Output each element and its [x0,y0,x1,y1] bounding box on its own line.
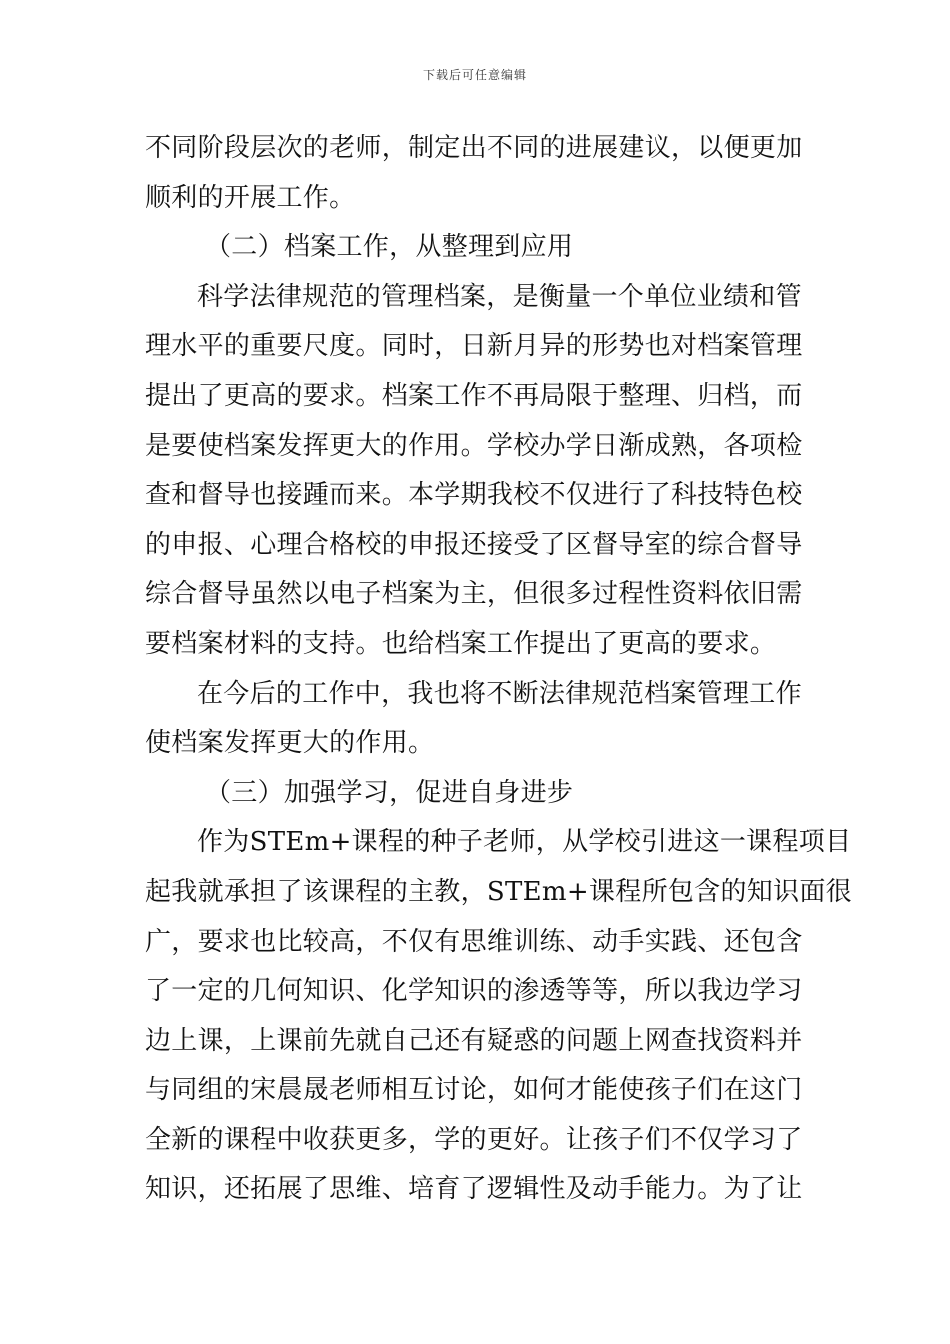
text-line: 不同阶段层次的老师，制定出不同的进展建议，以便更加 [145,133,803,163]
text-line: 起我就承担了该课程的主教，STEm+课程所包含的知识面很 [145,876,852,907]
text-line: 使档案发挥更大的作用。 [145,728,435,759]
text-line: 查和督导也接踵而来。本学期我校不仅进行了科技特色校 [145,480,803,511]
text-line: 了一定的几何知识、化学知识的渗透等等，所以我边学习 [145,976,803,1007]
section-heading: （三）加强学习，促进自身进步 [205,777,574,808]
text-line: 在今后的工作中，我也将不断法律规范档案管理工作 [197,678,802,709]
text-line: 广，要求也比较高，不仅有思维训练、动手实践、还包含 [145,926,803,957]
section-heading: （二）档案工作，从整理到应用 [205,232,574,263]
text-line: 边上课，上课前先就自己还有疑惑的问题上网查找资料并 [145,1025,803,1056]
text-line: 提出了更高的要求。档案工作不再局限于整理、归档，而 [145,380,803,411]
text-line: 作为STEm+课程的种子老师，从学校引进这一课程项目 [197,827,852,858]
text-line: 知识，还拓展了思维、培育了逻辑性及动手能力。为了让 [145,1174,803,1205]
text-line: 的申报、心理合格校的申报还接受了区督导室的综合督导 [145,529,803,560]
text-line: 是要使档案发挥更大的作用。学校办学日渐成熟，各项检 [145,430,803,461]
text-line: 理水平的重要尺度。同时，日新月异的形势也对档案管理 [145,331,803,362]
text-line: 全新的课程中收获更多，学的更好。让孩子们不仅学习了 [145,1124,803,1155]
document-body [145,124,852,1215]
text-line: 要档案材料的支持。也给档案工作提出了更高的要求。 [145,628,777,659]
text-line: 顺利的开展工作。 [145,182,356,213]
text-line: 综合督导虽然以电子档案为主，但很多过程性资料依旧需 [145,579,803,610]
text-line: 科学法律规范的管理档案，是衡量一个单位业绩和管 [197,281,802,312]
page-header: 下载后可任意编辑 [422,68,527,82]
text-line: 与同组的宋晨晟老师相互讨论，如何才能使孩子们在这门 [145,1075,803,1106]
